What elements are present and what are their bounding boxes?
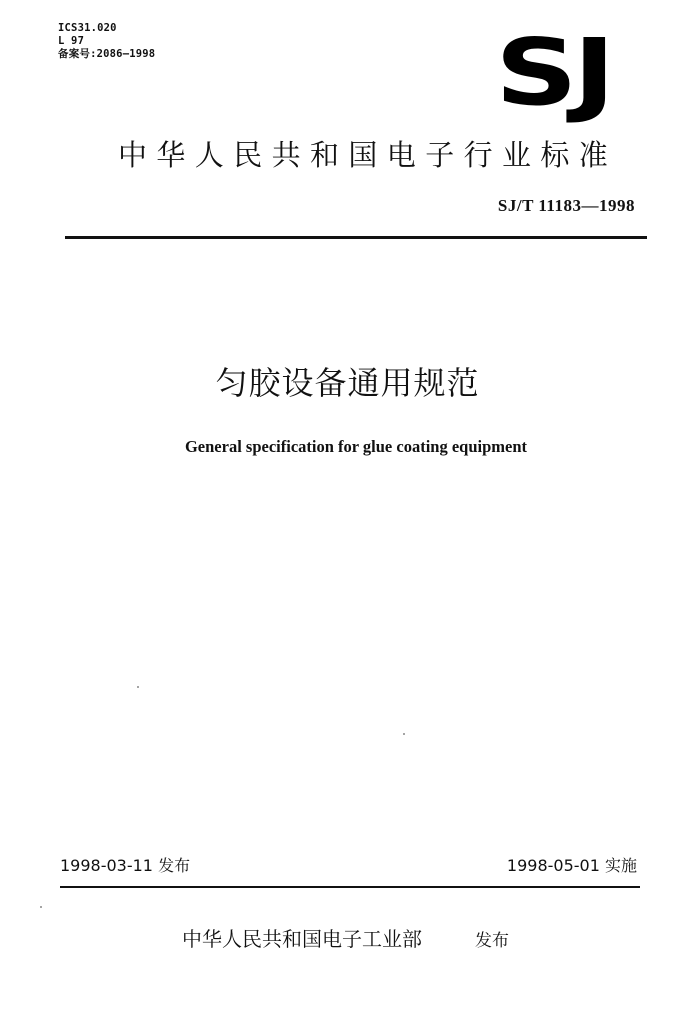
issuing-authority: 中华人民共和国电子工业部 bbox=[182, 927, 422, 951]
organization-title: 中华人民共和国电子行业标准 bbox=[118, 138, 618, 172]
footer-divider bbox=[60, 886, 640, 888]
issue-action: 发布 bbox=[475, 931, 509, 951]
ics-code: ICS31.020 bbox=[58, 22, 117, 34]
implementation-date: 1998-05-01 实施 bbox=[506, 856, 637, 875]
sj-logo: SJ bbox=[495, 19, 611, 126]
standard-number: SJ/T 11183—1998 bbox=[497, 196, 635, 215]
header-divider bbox=[65, 236, 647, 239]
scan-speck bbox=[403, 733, 405, 735]
scan-speck bbox=[137, 686, 139, 688]
issue-date: 1998-03-11 发布 bbox=[60, 856, 191, 875]
ccs-code: L 97 bbox=[58, 35, 85, 47]
document-title-cn: 匀胶设备通用规范 bbox=[215, 364, 480, 402]
scan-speck bbox=[40, 906, 42, 908]
filing-number: 备案号:2086—1998 bbox=[58, 48, 156, 60]
document-title-en: General specification for glue coating equipment bbox=[184, 437, 528, 456]
